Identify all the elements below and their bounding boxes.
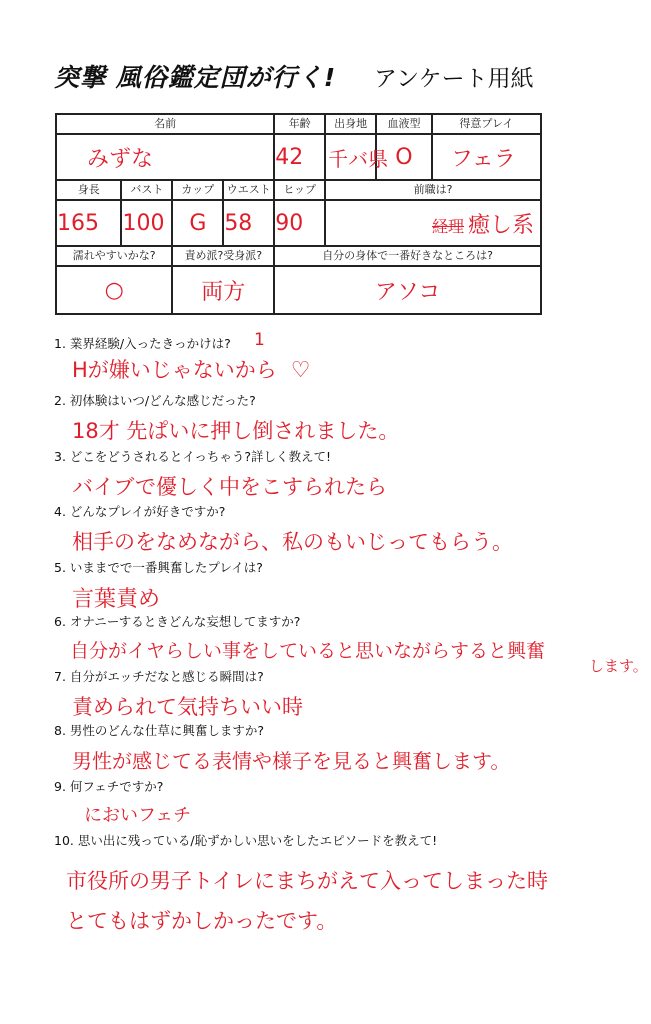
answer-5: 言葉責め xyxy=(72,587,161,612)
label-wetness: 濡れやすいかな? xyxy=(56,246,172,266)
label-waist: ウエスト xyxy=(223,180,274,200)
label-height: 身長 xyxy=(56,180,121,200)
qa-item-6 xyxy=(54,612,648,675)
value-blood-type: O xyxy=(376,134,432,180)
answer-8: 男性が感じてる表情や様子を見ると興奮します。 xyxy=(72,749,511,773)
answer-1-text: Hが嫌いじゃないから xyxy=(72,358,277,382)
qa-item-7 xyxy=(54,667,644,721)
question-6: 6. オナニーするときどんな妄想してますか? xyxy=(54,614,301,629)
previous-job-text: 癒し系 xyxy=(467,212,534,238)
value-waist: 58 xyxy=(223,200,274,246)
qa-item-4 xyxy=(54,502,644,556)
answer-4: 相手のをなめながら、私のもいじってもらう。 xyxy=(72,530,513,554)
value-hip: 90 xyxy=(274,200,325,246)
label-name: 名前 xyxy=(56,114,274,134)
question-10: 10. 思い出に残っている/恥ずかしい思いをしたエピソードを教えて! xyxy=(54,833,438,848)
answer-10-continued: とてもはずかしかったです。 xyxy=(66,909,338,933)
page-subtitle: アンケート用紙 xyxy=(374,66,534,92)
question-7: 7. 自分がエッチだなと感じる瞬間は? xyxy=(54,669,264,684)
answer-9: においフェチ xyxy=(84,805,192,826)
label-bust: バスト xyxy=(121,180,172,200)
qa-item-5 xyxy=(54,558,644,613)
profile-table xyxy=(55,113,542,315)
header xyxy=(54,58,614,92)
qa-item-3 xyxy=(54,447,644,501)
label-cup: カップ xyxy=(172,180,223,200)
label-previous-job: 前職は? xyxy=(325,180,541,200)
qa-item-2 xyxy=(54,391,644,445)
qa-item-8 xyxy=(54,721,644,774)
qa-item-1 xyxy=(54,330,644,384)
value-height: 165 xyxy=(56,200,121,246)
label-favorite-play: 得意プレイ xyxy=(432,114,541,134)
value-wetness: ○ xyxy=(56,266,172,314)
value-favorite-play: フェラ xyxy=(432,134,541,180)
label-blood-type: 血液型 xyxy=(376,114,432,134)
question-9: 9. 何フェチですか? xyxy=(54,779,164,794)
previous-job-struck: 経理 xyxy=(431,216,464,236)
value-age: 42 xyxy=(274,134,325,180)
value-hometown: 千バ県 xyxy=(325,134,376,180)
value-bust: 100 xyxy=(121,200,172,246)
q1-note: 1 xyxy=(254,330,265,350)
answer-7: 責められて気持ちいい時 xyxy=(72,695,303,719)
question-8: 8. 男性のどんな仕草に興奮しますか? xyxy=(54,723,265,738)
qa-item-10 xyxy=(54,831,644,935)
answer-6-continued: します。 xyxy=(589,657,648,675)
answer-2: 18才 先ぱいに押し倒されました。 xyxy=(72,419,400,443)
question-4: 4. どんなプレイが好きですか? xyxy=(54,504,226,519)
value-cup: G xyxy=(172,200,223,246)
value-dom-sub: 両方 xyxy=(172,266,274,314)
answer-10: 市役所の男子トイレにまちがえて入ってしまった時 xyxy=(66,869,548,893)
heart-icon: ♡ xyxy=(290,358,311,383)
qa-item-9 xyxy=(54,777,644,827)
question-3: 3. どこをどうされるとイっちゃう?詳しく教えて! xyxy=(54,449,332,464)
value-previous-job xyxy=(325,200,541,246)
label-dom-sub: 責め派?受身派? xyxy=(172,246,274,266)
label-age: 年齢 xyxy=(274,114,325,134)
question-1: 1. 業界経験/入ったきっかけは? xyxy=(54,336,231,351)
answer-6: 自分がイヤらしい事をしていると思いながらすると興奮 xyxy=(70,640,546,662)
answer-3: バイブで優しく中をこすられたら xyxy=(72,475,387,499)
value-name: みずな xyxy=(56,134,274,180)
label-hip: ヒップ xyxy=(274,180,325,200)
question-2: 2. 初体験はいつ/どんな感じだった? xyxy=(54,393,256,408)
page-title: 突撃 風俗鑑定団が行く! xyxy=(54,63,337,92)
label-hometown: 出身地 xyxy=(325,114,376,134)
label-favorite-body-part: 自分の身体で一番好きなところは? xyxy=(274,246,541,266)
answer-1 xyxy=(72,354,644,384)
question-5: 5. いままでで一番興奮したプレイは? xyxy=(54,560,263,575)
value-favorite-body-part: アソコ xyxy=(274,266,541,314)
